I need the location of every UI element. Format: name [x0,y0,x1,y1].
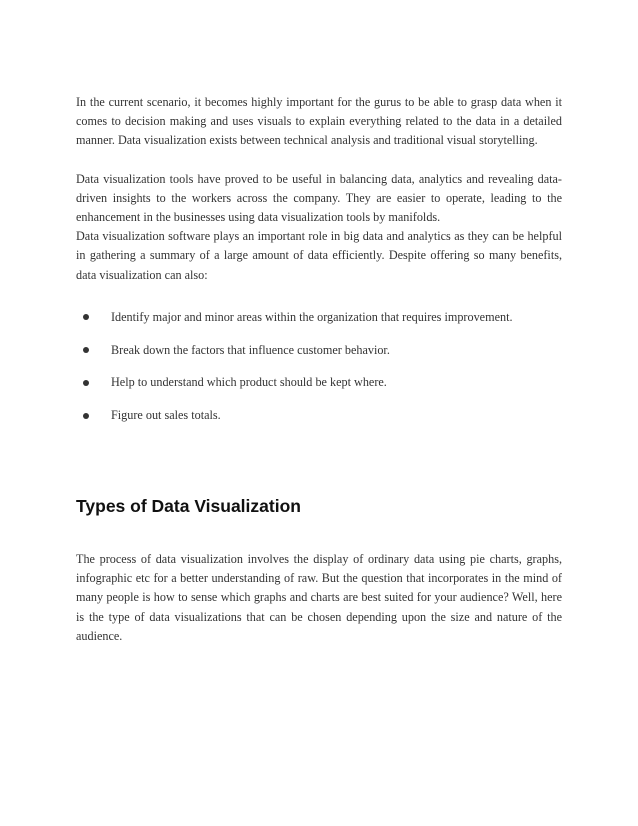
list-item-text: Help to understand which product should be kept where. [111,375,387,390]
list-item [83,341,562,360]
list-item [83,308,562,327]
list-item-text: Figure out sales totals. [111,407,221,422]
bullet-icon [83,413,89,419]
intro-paragraph-2: Data visualization tools have proved to be useful in balancing data, analytics and revealing data-driven insights to the workers across the company. They are easier to operate, leading to the enhancement in the businesses using data visualization tools by manifolds. [76,171,562,225]
section-body [76,550,562,646]
bullet-icon [83,380,89,386]
intro-paragraph-1: In the current scenario, it becomes highly important for the gurus to be able to grasp data when it comes to decision making and uses visuals to explain everything related to the data in a detailed manner. Data visualization exists between technical analysis and traditional visual storytelling. [76,95,562,148]
list-item [83,373,562,392]
list-item-text: Identify major and minor areas within the organization that requires improvement. [111,309,513,324]
list-item-text: Break down the factors that influence customer behavior. [111,342,390,357]
bullet-icon [83,347,89,353]
intro-paragraph-3: Data visualization software plays an important role in big data and analytics as they can be helpful in gathering a summary of a large amount of data efficiently. Despite offering so many benefits, data visualization can also: [76,229,562,282]
section-heading: Types of Data Visualization [76,496,301,516]
list-item [83,406,562,425]
benefits-list [76,308,562,425]
section-paragraph: The process of data visualization involves the display of ordinary data using pie charts, graphs, infographic etc for a better understanding of raw. But the question that incorporates in the mind of many people is how to sense which graphs and charts are best suited for your audience? Well, here is the type of data visualizations that can be chosen depending upon the size and nature of the audience. [76,552,562,643]
bullet-icon [83,314,89,320]
